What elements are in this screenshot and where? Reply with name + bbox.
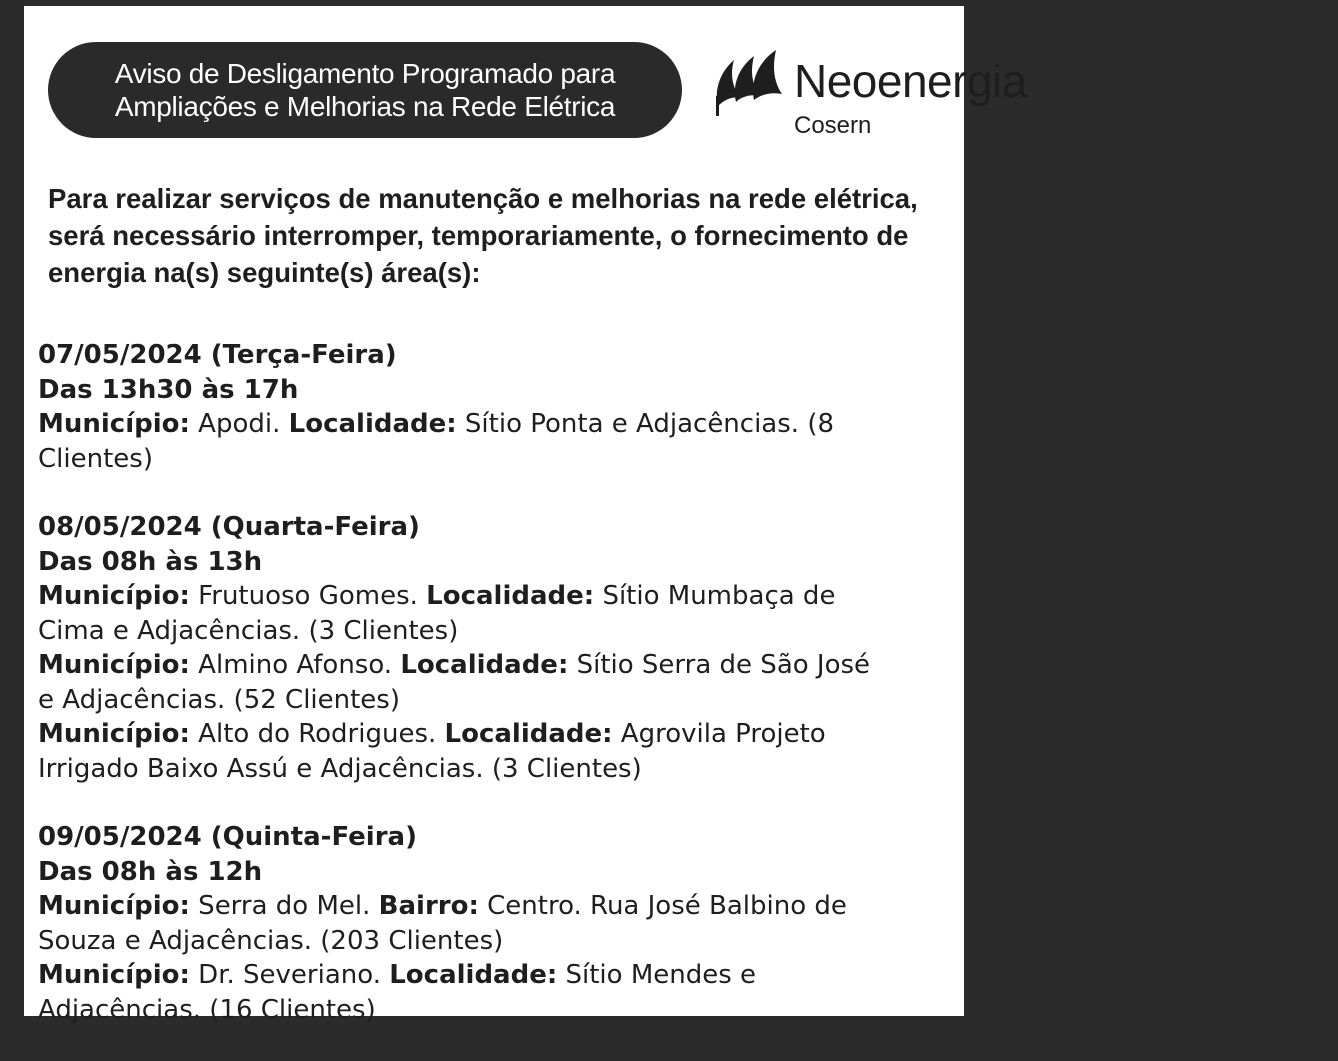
outage-location-line	[38, 924, 1338, 959]
notice-page	[24, 6, 1027, 1025]
intro-line-2: será necessário interromper, temporariamente, o fornecimento de	[48, 220, 909, 251]
logo-wordmark: Neoenergia	[794, 55, 1027, 107]
field-label: Município:	[38, 650, 190, 680]
outage-location-line	[38, 717, 1338, 752]
field-value: Cima e Adjacências. (3 Clientes)	[38, 615, 459, 646]
field-label: Município:	[38, 581, 190, 611]
field-value: Frutuoso Gomes.	[189, 581, 427, 611]
outage-day	[38, 510, 1338, 786]
field-value: Dr. Severiano.	[189, 960, 390, 990]
intro-line-3: energia na(s) seguinte(s) área(s):	[48, 257, 481, 288]
field-value: Alto do Rodrigues.	[189, 719, 445, 749]
outage-location-line	[38, 407, 1338, 442]
outage-date: 09/05/2024 (Quinta-Feira)	[38, 822, 417, 852]
outage-time: Das 08h às 13h	[38, 546, 263, 577]
logo-subtitle: Cosern	[794, 112, 872, 139]
field-label: Município:	[38, 409, 190, 439]
field-value: Clientes)	[38, 443, 153, 474]
outage-location-line	[38, 958, 1338, 993]
outage-location-line	[38, 579, 1338, 614]
neoenergia-logo	[710, 46, 1027, 146]
field-value: Adjacências. (16 Clientes)	[38, 994, 376, 1025]
field-value: Sítio Ponta e Adjacências. (8	[456, 409, 834, 439]
outage-location-line	[38, 993, 1338, 1028]
field-value: Sítio Serra de São José	[568, 650, 871, 680]
flame-leaves-logo-icon	[710, 46, 790, 118]
field-label: Município:	[38, 960, 190, 990]
field-label: Município:	[38, 719, 190, 749]
field-value: Centro. Rua José Balbino de	[478, 891, 847, 921]
outage-location-line	[38, 648, 1338, 683]
field-value: Almino Afonso.	[189, 650, 401, 680]
outage-location-line	[38, 442, 1338, 477]
outage-time: Das 08h às 12h	[38, 856, 263, 887]
field-value: Souza e Adjacências. (203 Clientes)	[38, 925, 504, 956]
field-label: Município:	[38, 891, 190, 921]
outage-date: 07/05/2024 (Terça-Feira)	[38, 340, 397, 370]
field-value: Serra do Mel.	[189, 891, 379, 921]
outage-day	[38, 820, 1338, 1027]
field-value: Irrigado Baixo Assú e Adjacências. (3 Clientes)	[38, 753, 642, 784]
banner-title-line-2: Ampliações e Melhorias na Rede Elétrica	[114, 91, 616, 122]
field-label: Localidade:	[444, 719, 613, 749]
field-value: Agrovila Projeto	[612, 719, 826, 749]
intro-paragraph	[48, 180, 1008, 291]
outage-location-line	[38, 889, 1338, 924]
outage-location-line	[38, 752, 1338, 787]
outage-schedule	[38, 338, 1338, 1061]
notice-banner	[48, 42, 682, 138]
field-label: Bairro:	[378, 891, 479, 921]
outage-date: 08/05/2024 (Quarta-Feira)	[38, 512, 420, 542]
field-value: e Adjacências. (52 Clientes)	[38, 684, 400, 715]
field-label: Localidade:	[426, 581, 595, 611]
intro-line-1: Para realizar serviços de manutenção e melhorias na rede elétrica,	[48, 183, 918, 214]
field-label: Localidade:	[288, 409, 457, 439]
field-label: Localidade:	[389, 960, 558, 990]
outage-location-line	[38, 614, 1338, 649]
field-value: Sítio Mumbaça de	[594, 581, 836, 611]
field-value: Apodi.	[189, 409, 289, 439]
field-label: Localidade:	[400, 650, 569, 680]
field-value: Sítio Mendes e	[557, 960, 757, 990]
banner-title-line-1: Aviso de Desligamento Programado para	[114, 58, 616, 89]
outage-day	[38, 338, 1338, 476]
outage-time: Das 13h30 às 17h	[38, 374, 299, 405]
outage-location-line	[38, 683, 1338, 718]
